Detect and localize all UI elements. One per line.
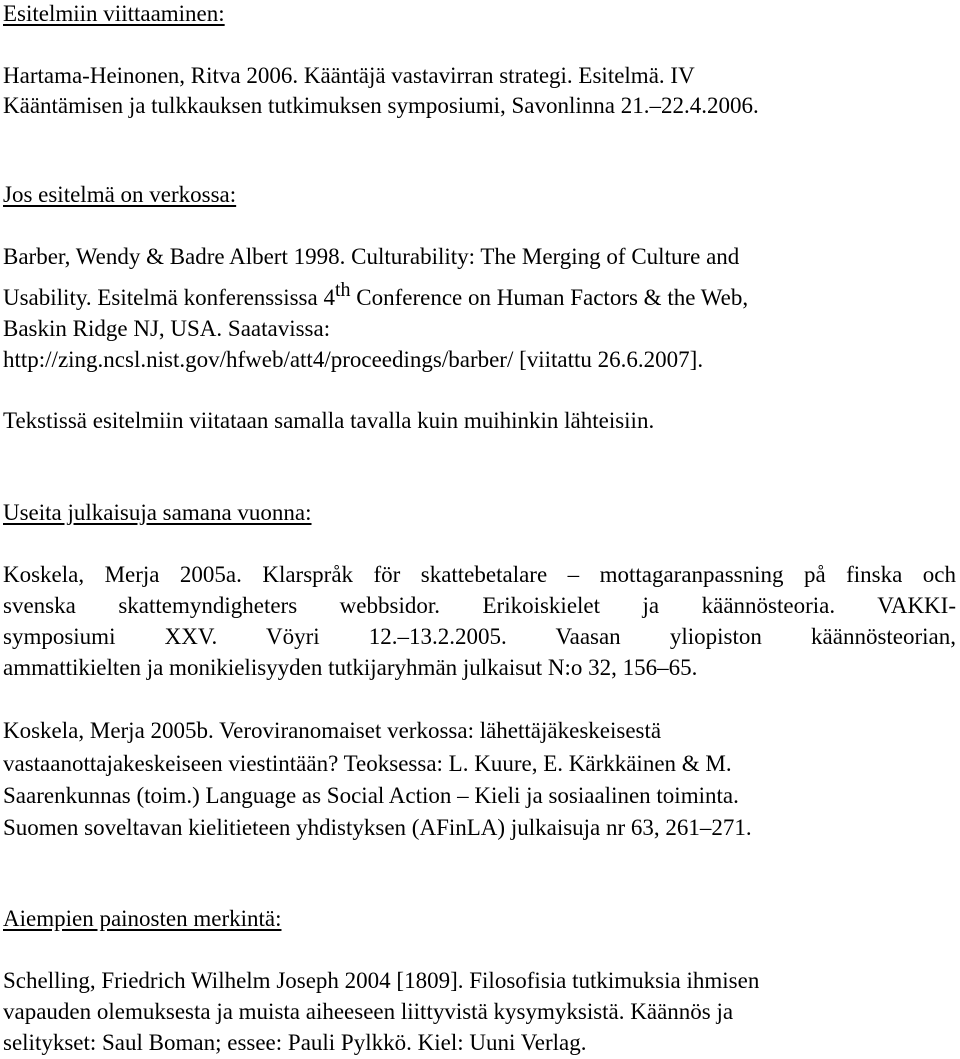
section-heading-earlier-editions: Aiempien painosten merkintä: bbox=[3, 906, 282, 931]
reference-line: svenska skattemyndigheters webbsidor. Erikoiskielet ja käännösteoria. VAKKI- bbox=[3, 593, 956, 618]
section-heading-online-presentation: Jos esitelmä on verkossa: bbox=[3, 182, 237, 207]
body-note: Tekstissä esitelmiin viitataan samalla tavalla kuin muihinkin lähteisiin. bbox=[3, 408, 655, 433]
reference-line: symposiumi XXV. Vöyri 12.–13.2.2005. Vaasan yliopiston käännösteorian, bbox=[3, 624, 956, 649]
reference-text: Usability. Esitelmä konferenssissa 4 bbox=[3, 285, 335, 310]
reference-text: Conference on Human Factors & the Web, bbox=[350, 285, 749, 310]
reference-line: selitykset: Saul Boman; essee: Pauli Pylkkö. Kiel: Uuni Verlag. bbox=[3, 1030, 587, 1055]
reference-line: Barber, Wendy & Badre Albert 1998. Culturability: The Merging of Culture and bbox=[3, 244, 740, 269]
reference-line: Hartama-Heinonen, Ritva 2006. Kääntäjä vastavirran strategi. Esitelmä. IV bbox=[3, 63, 695, 88]
section-heading-multiple-publications: Useita julkaisuja samana vuonna: bbox=[3, 500, 312, 525]
superscript-text: th bbox=[334, 279, 351, 301]
reference-line bbox=[3, 279, 749, 313]
reference-line: Saarenkunnas (toim.) Language as Social Action – Kieli ja sosiaalinen toiminta. bbox=[3, 783, 739, 808]
reference-line: Kääntämisen ja tulkkauksen tutkimuksen symposiumi, Savonlinna 21.–22.4.2006. bbox=[3, 93, 759, 118]
reference-line: Suomen soveltavan kielitieteen yhdistyksen (AFinLA) julkaisuja nr 63, 261–271. bbox=[3, 815, 752, 840]
reference-line: Baskin Ridge NJ, USA. Saatavissa: bbox=[3, 316, 331, 341]
reference-line: Koskela, Merja 2005b. Veroviranomaiset verkossa: lähettäjäkeskeisestä bbox=[3, 718, 662, 743]
section-heading-presentations: Esitelmiin viittaaminen: bbox=[3, 1, 225, 26]
reference-line: ammattikielten ja monikielisyyden tutkijaryhmän julkaisut N:o 32, 156–65. bbox=[3, 655, 698, 680]
reference-line: vapauden olemuksesta ja muista aiheeseen liittyvistä kysymyksistä. Käännös ja bbox=[3, 999, 734, 1024]
reference-line: Koskela, Merja 2005a. Klarspråk för skattebetalare – mottagaranpassning på finska och bbox=[3, 562, 956, 587]
reference-line: Schelling, Friedrich Wilhelm Joseph 2004 [1809]. Filosofisia tutkimuksia ihmisen bbox=[3, 968, 760, 993]
reference-line-url: http://zing.ncsl.nist.gov/hfweb/att4/proceedings/barber/ [viitattu 26.6.2007]. bbox=[3, 347, 704, 372]
reference-line: vastaanottajakeskeiseen viestintään? Teoksessa: L. Kuure, E. Kärkkäinen & M. bbox=[3, 751, 732, 776]
